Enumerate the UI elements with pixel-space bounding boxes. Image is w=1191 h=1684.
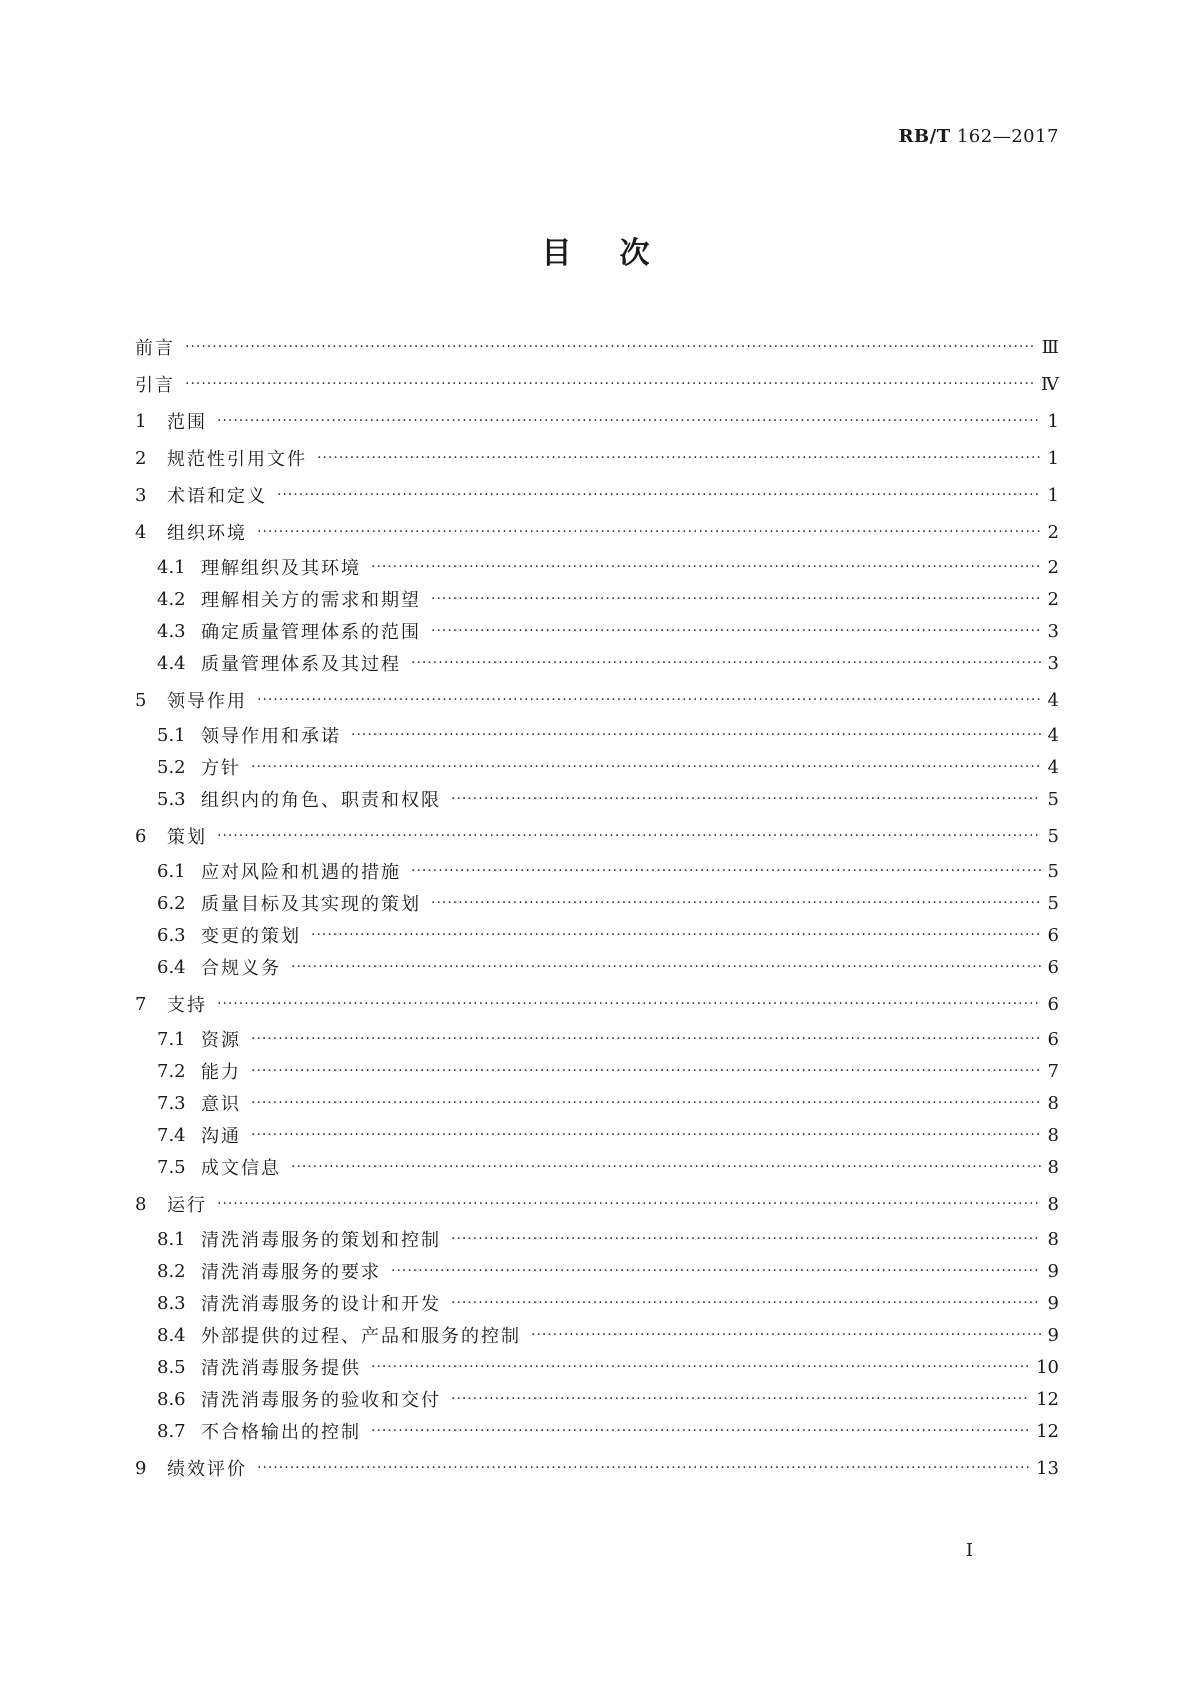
toc-entry-page: 6 — [1047, 1028, 1059, 1050]
toc-entry-number: 8.4 — [157, 1324, 186, 1346]
toc-leader-dots — [217, 413, 1041, 429]
toc-entry[interactable] — [157, 858, 1059, 884]
toc-entry[interactable] — [157, 1354, 1059, 1380]
toc-entry-number: 5.1 — [157, 724, 186, 746]
toc-entry[interactable] — [135, 1455, 1059, 1481]
toc-entry-label: 清洗消毒服务的设计和开发 — [201, 1294, 441, 1315]
toc-entry-number: 7.2 — [157, 1060, 186, 1082]
document-code — [898, 126, 1059, 147]
toc-entry[interactable] — [135, 991, 1059, 1017]
toc-entry[interactable] — [157, 1154, 1059, 1180]
toc-entry-label: 沟通 — [201, 1126, 241, 1147]
toc-entry-page: 2 — [1047, 588, 1059, 610]
toc-leader-dots — [251, 1127, 1041, 1143]
toc-entry-label: 清洗消毒服务提供 — [201, 1358, 361, 1379]
toc-entry-label: 绩效评价 — [167, 1459, 247, 1480]
toc-entry[interactable] — [157, 1386, 1059, 1412]
toc-entry[interactable] — [157, 754, 1059, 780]
toc-entry-label: 确定质量管理体系的范围 — [201, 622, 421, 643]
toc-entry[interactable] — [157, 722, 1059, 748]
toc-entry-label: 合规义务 — [201, 958, 281, 979]
toc-entry-page: 8 — [1047, 1228, 1059, 1250]
toc-entry-number: 1 — [135, 410, 147, 432]
toc-entry[interactable] — [157, 954, 1059, 980]
document-code-prefix: RB/T — [898, 126, 951, 147]
toc-entry[interactable] — [157, 618, 1059, 644]
document-code-number: 162—2017 — [950, 126, 1059, 147]
toc-entry-number: 4.3 — [157, 620, 186, 642]
toc-entry-number: 7.1 — [157, 1028, 186, 1050]
toc-entry-number: 8.6 — [157, 1388, 186, 1410]
toc-entry[interactable] — [157, 1226, 1059, 1252]
toc-entry-label: 资源 — [201, 1030, 241, 1051]
toc-entry-page: Ⅲ — [1041, 336, 1059, 358]
toc-leader-dots — [251, 759, 1041, 775]
toc-leader-dots — [251, 1095, 1041, 1111]
toc-leader-dots — [391, 1263, 1041, 1279]
toc-entry-number: 8.3 — [157, 1292, 186, 1314]
toc-entry-label: 应对风险和机遇的措施 — [201, 862, 401, 883]
toc-entry[interactable] — [157, 1058, 1059, 1084]
toc-entry-page: 3 — [1047, 652, 1059, 674]
toc-entry-label: 策划 — [167, 827, 207, 848]
toc-entry-page: 9 — [1047, 1292, 1059, 1314]
toc-entry-page: 12 — [1036, 1420, 1059, 1442]
toc-entry-number: 4.2 — [157, 588, 186, 610]
toc-entry[interactable] — [135, 445, 1059, 471]
toc-entry-page: 6 — [1047, 924, 1059, 946]
toc-entry-number: 8.1 — [157, 1228, 186, 1250]
toc-leader-dots — [217, 1196, 1041, 1212]
toc-entry-page: 10 — [1036, 1356, 1059, 1378]
toc-entry[interactable] — [157, 890, 1059, 916]
toc-leader-dots — [291, 1159, 1041, 1175]
toc-entry-label: 前言 — [135, 338, 175, 359]
toc-title: 目次 — [541, 236, 698, 271]
toc-entry-page: 9 — [1047, 1324, 1059, 1346]
toc-entry-page: 7 — [1047, 1060, 1059, 1082]
toc-entry-label: 外部提供的过程、产品和服务的控制 — [201, 1326, 521, 1347]
toc-leader-dots — [451, 1295, 1041, 1311]
toc-entry[interactable] — [157, 650, 1059, 676]
toc-entry-label: 领导作用和承诺 — [201, 726, 341, 747]
toc-entry-label: 理解组织及其环境 — [201, 558, 361, 579]
toc-entry-page: 4 — [1047, 724, 1059, 746]
toc-leader-dots — [277, 487, 1041, 503]
toc-entry-label: 意识 — [201, 1094, 241, 1115]
toc-entry[interactable] — [157, 554, 1059, 580]
toc-entry-label: 组织内的角色、职责和权限 — [201, 790, 441, 811]
toc-entry-label: 不合格输出的控制 — [201, 1422, 361, 1443]
toc-leader-dots — [311, 927, 1041, 943]
toc-entry-page: Ⅳ — [1041, 373, 1059, 395]
toc-entry-page: 5 — [1047, 825, 1059, 847]
toc-leader-dots — [351, 727, 1041, 743]
toc-entry-page: 8 — [1047, 1156, 1059, 1178]
toc-entry[interactable] — [157, 1290, 1059, 1316]
toc-leader-dots — [185, 339, 1036, 355]
toc-entry[interactable] — [157, 1418, 1059, 1444]
toc-entry-page: 8 — [1047, 1193, 1059, 1215]
toc-entry[interactable] — [135, 408, 1059, 434]
toc-leader-dots — [451, 1231, 1041, 1247]
toc-entry[interactable] — [135, 823, 1059, 849]
toc-entry-label: 引言 — [135, 375, 175, 396]
toc-entry-number: 6.1 — [157, 860, 186, 882]
toc-leader-dots — [531, 1327, 1041, 1343]
toc-entry-label: 变更的策划 — [201, 926, 301, 947]
toc-entry[interactable] — [135, 371, 1059, 397]
toc-leader-dots — [451, 1391, 1030, 1407]
toc-entry-page: 5 — [1047, 860, 1059, 882]
toc-entry-page: 1 — [1047, 484, 1059, 506]
toc-entry-page: 1 — [1047, 447, 1059, 469]
toc-leader-dots — [431, 623, 1041, 639]
toc-entry-number: 9 — [135, 1457, 147, 1479]
toc-entry-number: 3 — [135, 484, 147, 506]
toc-entry-label: 支持 — [167, 995, 207, 1016]
toc-entry-label: 理解相关方的需求和期望 — [201, 590, 421, 611]
toc-entry[interactable] — [157, 1258, 1059, 1284]
toc-entry[interactable] — [157, 1090, 1059, 1116]
toc-entry-page: 1 — [1047, 410, 1059, 432]
toc-entry-label: 清洗消毒服务的验收和交付 — [201, 1390, 441, 1411]
toc-leader-dots — [451, 791, 1041, 807]
toc-entry[interactable] — [157, 586, 1059, 612]
toc-entry[interactable] — [135, 334, 1059, 360]
toc-leader-dots — [317, 450, 1041, 466]
toc-entry-number: 2 — [135, 447, 147, 469]
toc-entry-number: 8 — [135, 1193, 147, 1215]
toc-entry-number: 7.5 — [157, 1156, 186, 1178]
toc-leader-dots — [371, 1359, 1030, 1375]
toc-entry-number: 8.7 — [157, 1420, 186, 1442]
toc-entry-label: 组织环境 — [167, 523, 247, 544]
toc-leader-dots — [185, 376, 1035, 392]
toc-entry-page: 2 — [1047, 556, 1059, 578]
toc-entry-label: 能力 — [201, 1062, 241, 1083]
toc-entry-page: 6 — [1047, 956, 1059, 978]
toc-entry-label: 范围 — [167, 412, 207, 433]
toc-entry-page: 2 — [1047, 521, 1059, 543]
toc-entry-number: 6.3 — [157, 924, 186, 946]
toc-leader-dots — [371, 1423, 1030, 1439]
toc-leader-dots — [251, 1031, 1041, 1047]
toc-entry[interactable] — [135, 519, 1059, 545]
toc-entry-label: 术语和定义 — [167, 486, 267, 507]
toc-leader-dots — [431, 895, 1041, 911]
toc-entry-page: 5 — [1047, 892, 1059, 914]
toc-entry[interactable] — [135, 1191, 1059, 1217]
toc-entry-number: 4 — [135, 521, 147, 543]
toc-entry-page: 6 — [1047, 993, 1059, 1015]
toc-leader-dots — [431, 591, 1041, 607]
toc-leader-dots — [217, 996, 1041, 1012]
toc-entry-page: 8 — [1047, 1124, 1059, 1146]
toc-leader-dots — [371, 559, 1041, 575]
toc-entry[interactable] — [157, 1122, 1059, 1148]
toc-entry-page: 4 — [1047, 689, 1059, 711]
toc-entry-number: 8.5 — [157, 1356, 186, 1378]
toc-entry-label: 质量目标及其实现的策划 — [201, 894, 421, 915]
toc-entry-page: 5 — [1047, 788, 1059, 810]
toc-entry-number: 5 — [135, 689, 147, 711]
toc-entry-page: 4 — [1047, 756, 1059, 778]
toc-entry[interactable] — [135, 687, 1059, 713]
toc-entry-number: 4.4 — [157, 652, 186, 674]
toc-entry[interactable] — [157, 1026, 1059, 1052]
toc-entry[interactable] — [157, 922, 1059, 948]
toc-leader-dots — [257, 524, 1041, 540]
toc-entry-number: 4.1 — [157, 556, 186, 578]
toc-entry-label: 规范性引用文件 — [167, 449, 307, 470]
toc-entry-number: 7.4 — [157, 1124, 186, 1146]
toc-entry-number: 6.4 — [157, 956, 186, 978]
toc-entry-page: 12 — [1036, 1388, 1059, 1410]
toc-entry-label: 方针 — [201, 758, 241, 779]
toc-entry-number: 5.2 — [157, 756, 186, 778]
toc-entry-number: 7 — [135, 993, 147, 1015]
toc-entry-number: 8.2 — [157, 1260, 186, 1282]
toc-entry-page: 13 — [1036, 1457, 1059, 1479]
page-folio: Ⅰ — [965, 1540, 973, 1561]
toc-entry-label: 清洗消毒服务的要求 — [201, 1262, 381, 1283]
toc-leader-dots — [411, 863, 1041, 879]
toc-entry-page: 9 — [1047, 1260, 1059, 1282]
toc-entry[interactable] — [135, 482, 1059, 508]
toc-leader-dots — [291, 959, 1041, 975]
toc-entry[interactable] — [157, 786, 1059, 812]
toc-entry-label: 运行 — [167, 1195, 207, 1216]
toc-entry[interactable] — [157, 1322, 1059, 1348]
toc-entry-number: 7.3 — [157, 1092, 186, 1114]
toc-entry-label: 领导作用 — [167, 691, 247, 712]
toc-entry-page: 8 — [1047, 1092, 1059, 1114]
toc-leader-dots — [257, 1460, 1030, 1476]
toc-entry-number: 6.2 — [157, 892, 186, 914]
toc-leader-dots — [257, 692, 1041, 708]
toc-leader-dots — [251, 1063, 1041, 1079]
toc-entry-number: 5.3 — [157, 788, 186, 810]
toc-leader-dots — [217, 828, 1041, 844]
toc-entry-label: 清洗消毒服务的策划和控制 — [201, 1230, 441, 1251]
toc-entry-label: 质量管理体系及其过程 — [201, 654, 401, 675]
toc-entry-number: 6 — [135, 825, 147, 847]
toc-leader-dots — [411, 655, 1041, 671]
toc-entry-label: 成文信息 — [201, 1158, 281, 1179]
toc-entry-page: 3 — [1047, 620, 1059, 642]
